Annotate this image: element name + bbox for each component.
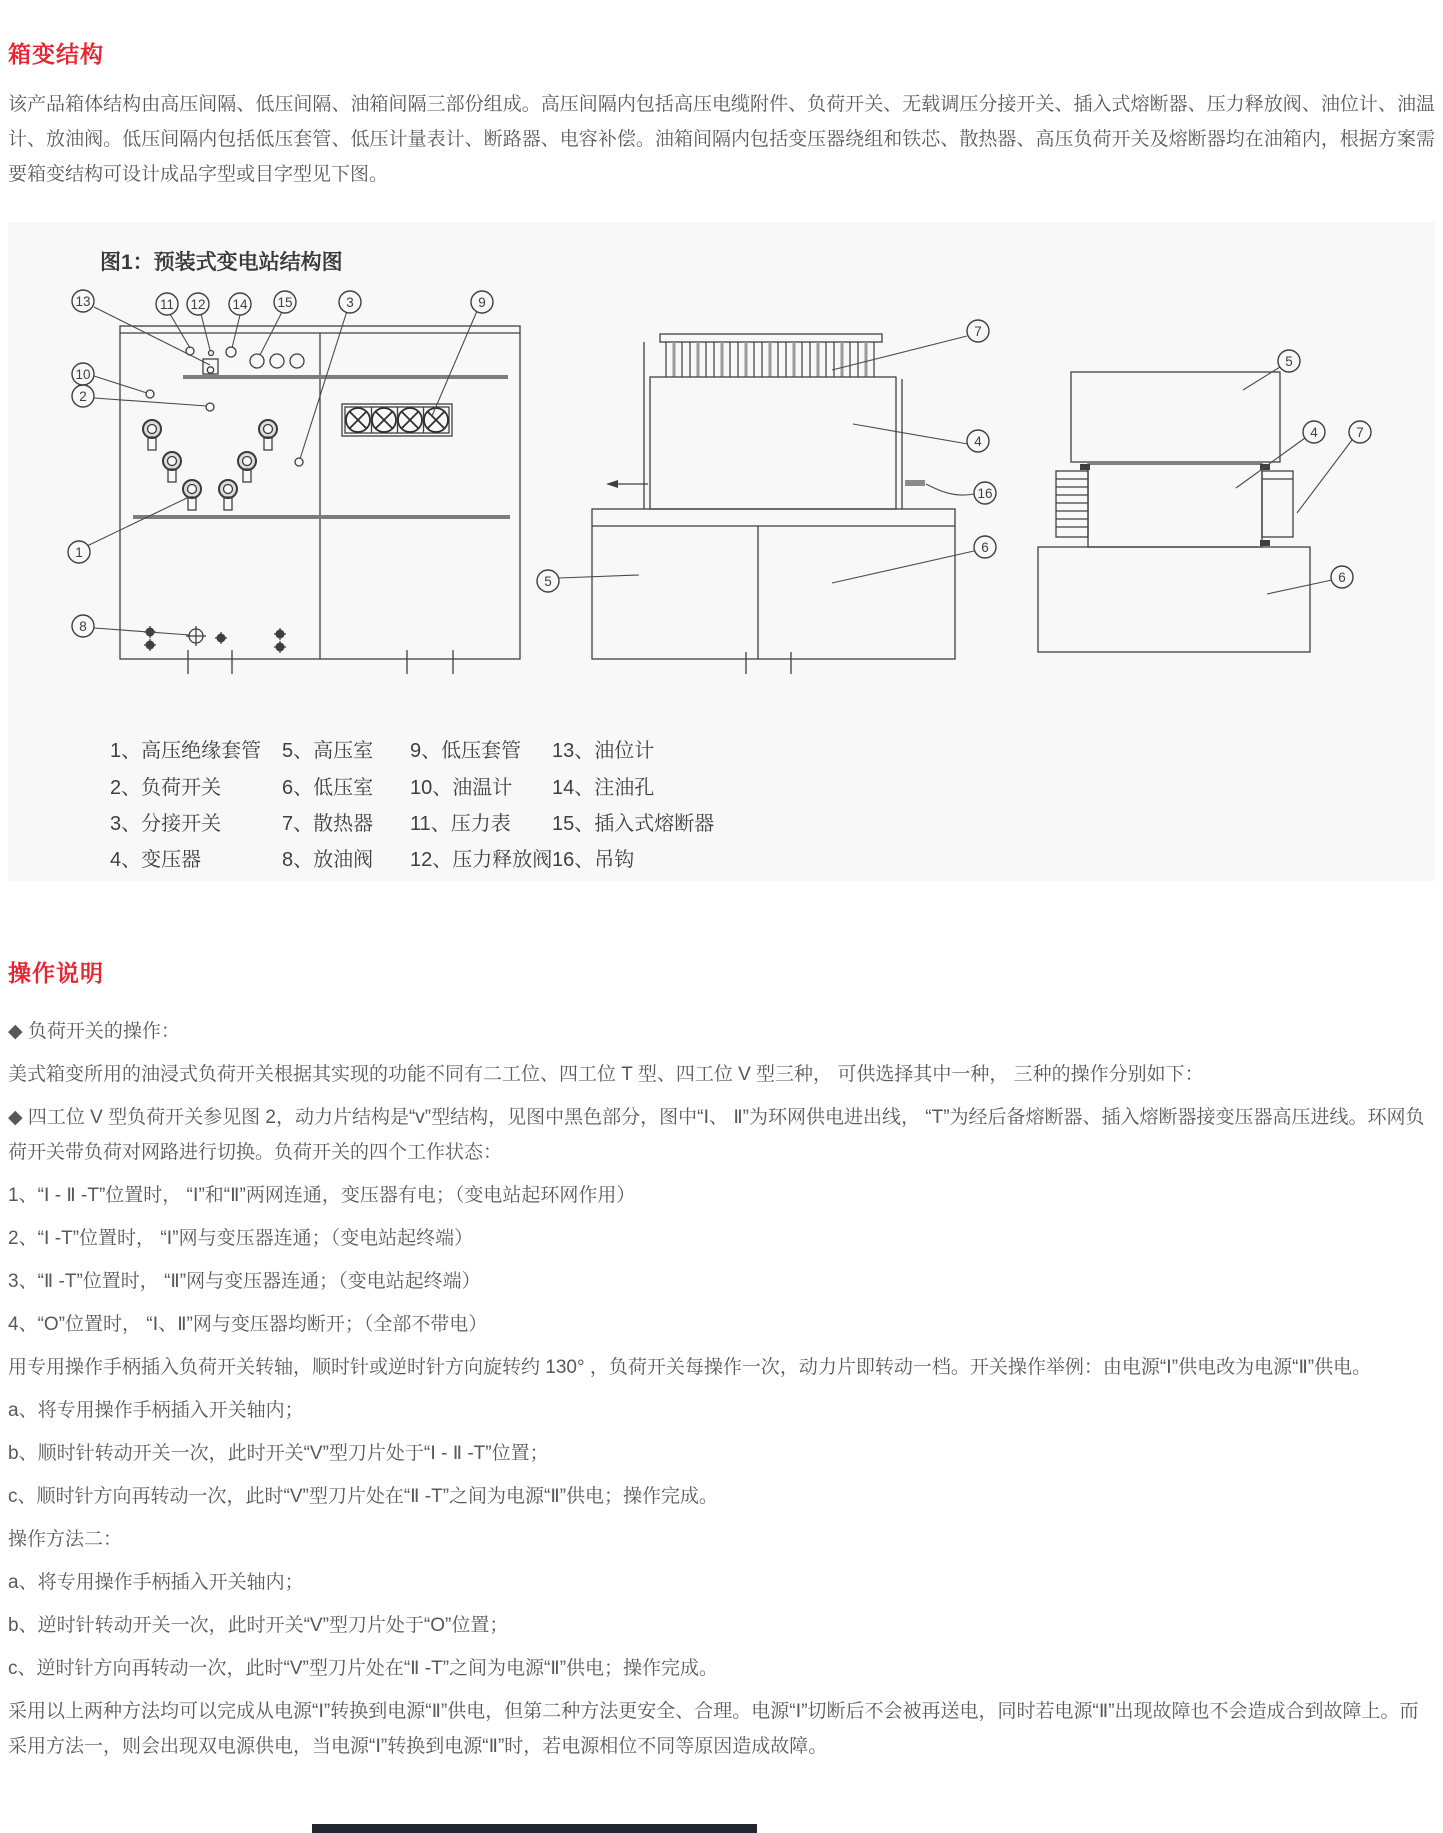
- svg-text:7: 7: [974, 324, 982, 339]
- legend-item: 1、高压绝缘套管: [110, 740, 262, 762]
- legend-item: 4、变压器: [110, 849, 202, 871]
- figure-panel: [8, 222, 1435, 881]
- legend-item: 8、放油阀: [282, 849, 374, 871]
- ops-line: b、顺时针转动开关一次，此时开关“V”型刀片处于“Ⅰ - Ⅱ -T”位置；: [8, 1443, 549, 1464]
- svg-text:2: 2: [79, 389, 87, 404]
- svg-text:5: 5: [544, 574, 552, 589]
- structure-paragraph: 该产品箱体结构由高压间隔、低压间隔、油箱间隔三部份组成。高压间隔内包括高压电缆附件、负荷开关、无载调压分接开关、插入式熔断器、压力释放阀、油位计、油温计、放油阀。低压间隔内包括低压套管、低压计量表计、断路器、电容补偿。油箱间隔内包括变压器绕组和铁芯、散热器、高压负荷开关及熔断器均在油箱内，根据方案需要箱变结构可设计成品字型或目字型见下图。: [8, 94, 1435, 185]
- svg-text:5: 5: [1285, 354, 1293, 369]
- svg-text:4: 4: [1310, 425, 1318, 440]
- legend-item: 6、低压室: [282, 777, 374, 799]
- svg-text:9: 9: [478, 295, 486, 310]
- section-heading-operation: 操作说明: [8, 960, 104, 986]
- svg-text:4: 4: [974, 434, 982, 449]
- ops-line: 用专用操作手柄插入负荷开关转轴，顺时针或逆时针方向旋转约 130° ，负荷开关每操作一次，动力片即转动一档。开关操作举例：由电源“Ⅰ”供电改为电源“Ⅱ”供电。: [8, 1357, 1372, 1378]
- ops-line: 操作方法二：: [8, 1529, 123, 1550]
- ops-line: 4、“O”位置时， “Ⅰ、Ⅱ”网与变压器均断开；（全部不带电）: [8, 1314, 488, 1335]
- legend-item: 7、散热器: [282, 813, 374, 835]
- legend-item: 9、低压套管: [410, 740, 522, 762]
- ops-line: a、将专用操作手柄插入开关轴内；: [8, 1400, 304, 1421]
- svg-text:3: 3: [346, 295, 354, 310]
- ops-line: c、逆时针方向再转动一次，此时“V”型刀片处在“Ⅱ -T”之间为电源“Ⅱ”供电；操作完成。: [8, 1658, 719, 1679]
- ops-line: c、顺时针方向再转动一次，此时“V”型刀片处在“Ⅱ -T”之间为电源“Ⅱ”供电；操作完成。: [8, 1486, 719, 1507]
- ops-line: ◆ 负荷开关的操作：: [8, 1021, 180, 1042]
- legend-item: 10、油温计: [410, 777, 513, 799]
- svg-text:10: 10: [75, 367, 91, 382]
- svg-text:8: 8: [79, 619, 87, 634]
- footer-bar: [312, 1824, 757, 1833]
- legend-item: 12、压力释放阀: [410, 849, 553, 871]
- svg-text:15: 15: [277, 295, 293, 310]
- legend-item: 11、压力表: [410, 813, 511, 835]
- ops-line: b、逆时针转动开关一次，此时开关“V”型刀片处于“O”位置；: [8, 1615, 509, 1636]
- operation-instructions: [0, 1014, 1443, 1764]
- svg-text:6: 6: [1338, 570, 1346, 585]
- svg-text:7: 7: [1356, 425, 1364, 440]
- svg-text:14: 14: [232, 297, 248, 312]
- ops-line: 3、“Ⅱ -T”位置时， “Ⅱ”网与变压器连通；（变电站起终端）: [8, 1271, 481, 1292]
- svg-text:1: 1: [75, 545, 83, 560]
- svg-text:6: 6: [981, 540, 989, 555]
- legend-item: 5、高压室: [282, 740, 374, 762]
- legend-item: 3、分接开关: [110, 813, 222, 835]
- ops-line: ◆ 四工位 V 型负荷开关参见图 2，动力片结构是“v”型结构，见图中黑色部分，图中“Ⅰ、 Ⅱ”为环网供电进出线， “T”为经后备熔断器、插入熔断器接变压器高压进线。环网负荷开关带负荷对网路进行切换。负荷开关的四个工作状态：: [8, 1107, 1425, 1163]
- legend-item: 16、吊钩: [552, 849, 635, 871]
- legend-item: 2、负荷开关: [110, 777, 222, 799]
- legend-item: 13、油位计: [552, 740, 655, 762]
- svg-text:11: 11: [159, 297, 175, 312]
- ops-line: a、将专用操作手柄插入开关轴内；: [8, 1572, 304, 1593]
- ops-line: 2、“Ⅰ -T”位置时， “Ⅰ”网与变压器连通；（变电站起终端）: [8, 1228, 474, 1249]
- legend-item: 15、插入式熔断器: [552, 813, 715, 835]
- section-heading-structure: 箱变结构: [8, 41, 104, 67]
- figure-title: 图1：预装式变电站结构图: [100, 251, 343, 274]
- svg-text:13: 13: [75, 294, 91, 309]
- legend-item: 14、注油孔: [552, 777, 655, 799]
- parts-legend: [8, 222, 1435, 881]
- ops-line: 采用以上两种方法均可以完成从电源“Ⅰ”转换到电源“Ⅱ”供电，但第二种方法更安全、合理。电源“Ⅰ”切断后不会被再送电，同时若电源“Ⅱ”出现故障也不会造成合到故障上。而采用方法一，则会出现双电源供电，当电源“Ⅰ”转换到电源“Ⅱ”时，若电源相位不同等原因造成故障。: [8, 1701, 1419, 1757]
- svg-text:12: 12: [190, 297, 206, 312]
- svg-text:16: 16: [977, 486, 993, 501]
- ops-line: 1、“Ⅰ - Ⅱ -T”位置时， “Ⅰ”和“Ⅱ”两网连通，变压器有电；（变电站起环网作用）: [8, 1185, 636, 1206]
- ops-line: 美式箱变所用的油浸式负荷开关根据其实现的功能不同有二工位、四工位 T 型、四工位 V 型三种， 可供选择其中一种， 三种的操作分别如下：: [8, 1064, 1204, 1085]
